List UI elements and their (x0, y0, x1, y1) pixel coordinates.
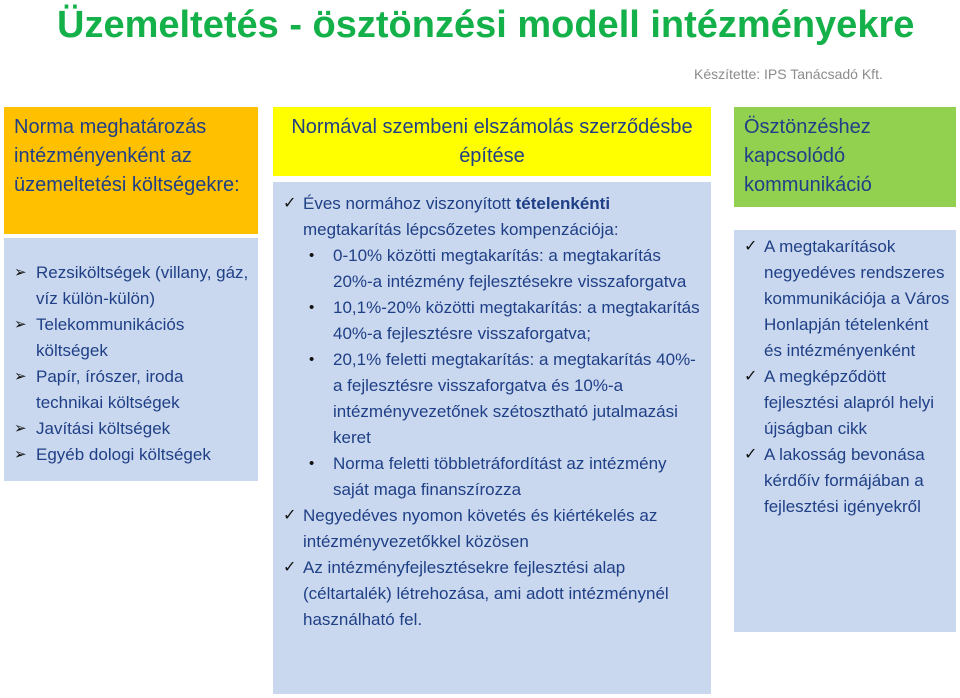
bullet-icon: • (309, 299, 315, 316)
bullet-icon: • (309, 455, 315, 472)
list-item: ✓ A lakosság bevonása kérdőív formájában a fejlesztési igényekről (742, 442, 950, 520)
contract-settlement-heading: Normával szembeni elszámolás szerződésbe építése (291, 116, 693, 167)
list-item: • Norma feletti többletráfordítást az intézmény saját maga finanszírozza (303, 451, 703, 503)
list-item: • 10,1%-20% közötti megtakarítás: a megtakarítás 40%-a fejlesztésre visszaforgatva; (303, 295, 703, 347)
list-item: ✓ A megtakarítások negyedéves rendszeres kommunikációja a Város Honlapján tételenként és intézményenként (742, 234, 950, 364)
list-item: ✓ Éves normához viszonyított tételenkénti megtakarítás lépcsőzetes kompenzációja: • 0-10% közötti megtakarítás: a megtakarítás 20%-a intézmény fejlesztésekre visszaforgatva • 10,1%-20% közötti megtakarítás: a megtakarítás 40%-a fejlesztésre visszaforgatva; • 20,1% feletti megtakarítás: a megtakarítás 40%-a fejlesztésre visszaforgatva és 10%-a intézményvezetőnek szétosztható jutalmazási keret • Norma feletti többletráfordítást az intézmény saját maga finanszírozza (283, 191, 703, 503)
checkmark-icon: ✓ (283, 559, 297, 576)
communication-heading: Ösztönzéshez kapcsolódó kommunikáció (744, 116, 872, 196)
arrow-bullet-icon: ➢ (14, 264, 27, 281)
arrow-bullet-icon: ➢ (14, 368, 27, 385)
author-credit: Készítette: IPS Tanácsadó Kft. (694, 66, 883, 82)
compensation-tiers-list (303, 243, 703, 503)
list-item: ✓ A megképződött fejlesztési alapról helyi újságban cikk (742, 364, 950, 442)
checkmark-icon: ✓ (283, 507, 297, 524)
list-item: ✓ Az intézményfejlesztésekre fejlesztési alap (céltartalék) létrehozása, ami adott intézménynél használható fel. (283, 555, 703, 633)
checkmark-icon: ✓ (744, 238, 758, 255)
settlement-details-panel (273, 182, 711, 694)
communication-panel (734, 230, 956, 632)
contract-settlement-header (273, 107, 711, 176)
checkmark-icon: ✓ (744, 368, 758, 385)
bullet-icon: • (309, 247, 315, 264)
page-title: Üzemeltetés - ösztönzési modell intézményekre (57, 4, 915, 46)
arrow-bullet-icon: ➢ (14, 420, 27, 437)
checkmark-icon: ✓ (283, 195, 297, 212)
norm-definition-heading: Norma meghatározás intézményenként az üzemeltetési költségekre: (14, 116, 240, 196)
checkmark-icon: ✓ (744, 446, 758, 463)
communication-list (742, 234, 950, 520)
list-item: ✓ Negyedéves nyomon követés és kiértékelés az intézményvezetőkkel közösen (283, 503, 703, 555)
list-item: ➢ Papír, írószer, iroda technikai költségek (12, 364, 252, 416)
list-item: • 0-10% közötti megtakarítás: a megtakarítás 20%-a intézmény fejlesztésekre visszaforgatva (303, 243, 703, 295)
cost-categories-panel (4, 238, 258, 481)
settlement-list (283, 191, 703, 633)
cost-categories-list (12, 260, 252, 468)
list-item: ➢ Egyéb dologi költségek (12, 442, 252, 468)
list-item: ➢ Telekommunikációs költségek (12, 312, 252, 364)
communication-header (734, 107, 956, 207)
list-item: • 20,1% feletti megtakarítás: a megtakarítás 40%-a fejlesztésre visszaforgatva és 10%-a intézményvezetőnek szétosztható jutalmazási keret (303, 347, 703, 451)
norm-definition-header (4, 107, 258, 234)
bullet-icon: • (309, 351, 315, 368)
arrow-bullet-icon: ➢ (14, 446, 27, 463)
list-item: ➢ Javítási költségek (12, 416, 252, 442)
arrow-bullet-icon: ➢ (14, 316, 27, 333)
list-item: ➢ Rezsiköltségek (villany, gáz, víz külön-külön) (12, 260, 252, 312)
